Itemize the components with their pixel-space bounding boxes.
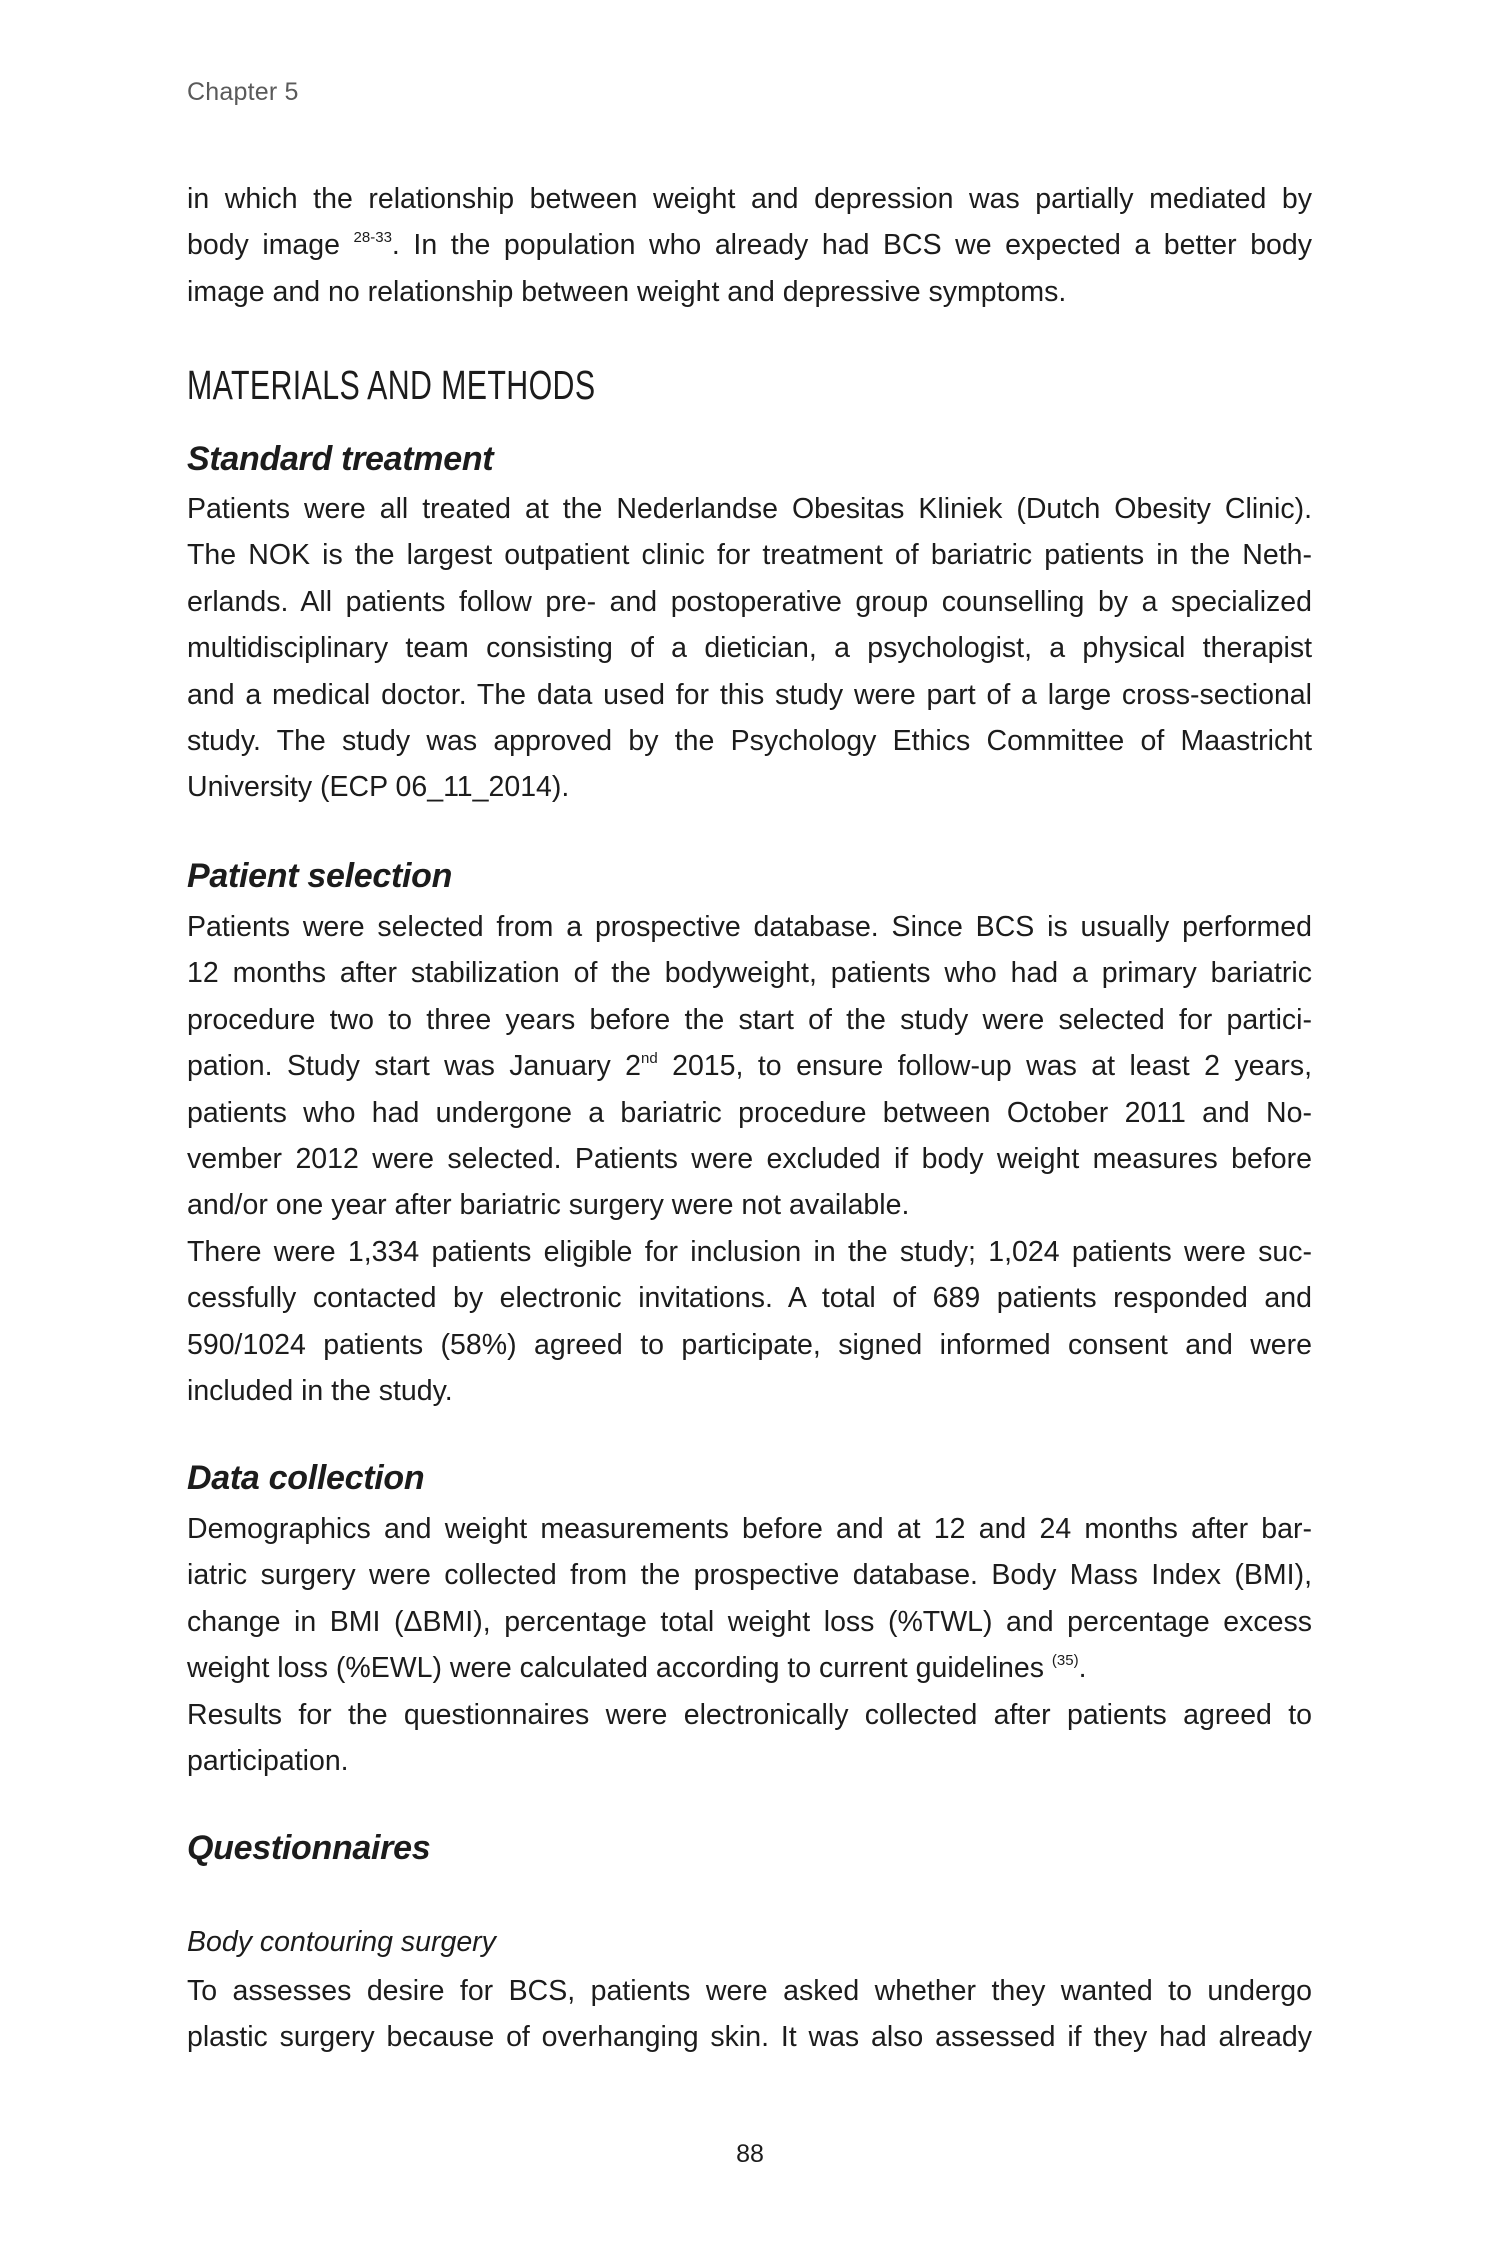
text-line: procedure two to three years before the start of the study were selected for partici- <box>187 1003 1312 1036</box>
text-line: Results for the questionnaires were electronically collected after patients agreed to <box>187 1698 1312 1731</box>
subheading-standard-treatment: Standard treatment <box>187 440 494 478</box>
section-title: MATERIALS AND METHODS <box>187 362 596 408</box>
questionnaires-paragraph <box>187 1968 1312 2061</box>
minor-heading-body-contouring-surgery: Body contouring surgery <box>187 1926 496 1958</box>
text-line: Patients were all treated at the Nederlandse Obesitas Kliniek (Dutch Obesity Clinic). <box>187 493 1312 525</box>
subheading-data-collection: Data collection <box>187 1459 425 1497</box>
subheading-patient-selection: Patient selection <box>187 857 453 895</box>
text-line: erlands. All patients follow pre- and postoperative group counselling by a specialized <box>187 585 1312 618</box>
running-head: Chapter 5 <box>187 78 299 106</box>
text-line: in which the relationship between weight and depression was partially mediated by <box>187 183 1312 215</box>
text-line: To assesses desire for BCS, patients were asked whether they wanted to undergo <box>187 1975 1312 2007</box>
text-line: cessfully contacted by electronic invitations. A total of 689 patients responded and <box>187 1282 1312 1315</box>
text-line: vember 2012 were selected. Patients were excluded if body weight measures before <box>187 1142 1312 1175</box>
text-line: patients who had undergone a bariatric procedure between October 2011 and No- <box>187 1096 1312 1129</box>
text-line: body image $^{28-33}$. In the population who already had BCS we expected a better body <box>187 229 1312 262</box>
text-line: study. The study was approved by the Psychology Ethics Committee of Maastricht <box>187 724 1312 757</box>
superscript: 28-33 <box>353 229 392 247</box>
standard-treatment-paragraph <box>187 486 1312 811</box>
text-line: pation. Study start was January 2nd 2015, to ensure follow-up was at least 2 years, <box>187 1050 1312 1083</box>
superscript: (35) <box>1051 1652 1079 1670</box>
text-line: Demographics and weight measurements before and at 12 and 24 months after bar- <box>187 1513 1312 1545</box>
text-line: and/or one year after bariatric surgery were not available. <box>187 1189 910 1222</box>
text-line: plastic surgery because of overhanging skin. It was also assessed if they had already <box>187 2021 1312 2054</box>
text-line: participation. <box>187 1744 349 1777</box>
text-line: weight loss (%EWL) were calculated according to current guidelines $^{(35)}$. <box>187 1652 1087 1685</box>
text-line: 12 months after stabilization of the bodyweight, patients who had a primary bariatric <box>187 957 1312 990</box>
text-line: and a medical doctor. The data used for this study were part of a large cross-sectional <box>187 678 1312 711</box>
text-line: included in the study. <box>187 1374 453 1407</box>
superscript: nd <box>640 1050 658 1068</box>
text-line: Patients were selected from a prospective database. Since BCS is usually performed <box>187 911 1312 943</box>
subheading-questionnaires: Questionnaires <box>187 1829 431 1867</box>
text-line: iatric surgery were collected from the prospective database. Body Mass Index (BMI), <box>187 1559 1312 1592</box>
text-line: image and no relationship between weight and depressive symptoms. <box>187 275 1067 308</box>
text-line: The NOK is the largest outpatient clinic for treatment of bariatric patients in the Neth- <box>187 539 1312 572</box>
patient-selection-paragraph <box>187 904 1312 1414</box>
text-line: multidisciplinary team consisting of a dietician, a psychologist, a physical therapist <box>187 632 1312 665</box>
intro-paragraph <box>187 176 1312 315</box>
text-line: 590/1024 patients (58%) agreed to participate, signed informed consent and were <box>187 1328 1312 1361</box>
text-line: There were 1,334 patients eligible for inclusion in the study; 1,024 patients were suc- <box>187 1235 1312 1268</box>
data-collection-paragraph <box>187 1506 1312 1784</box>
text-line: change in BMI (ΔBMI), percentage total weight loss (%TWL) and percentage excess <box>187 1605 1312 1638</box>
page-number: 88 <box>736 2140 764 2168</box>
text-line: University (ECP 06_11_2014). <box>187 771 570 804</box>
